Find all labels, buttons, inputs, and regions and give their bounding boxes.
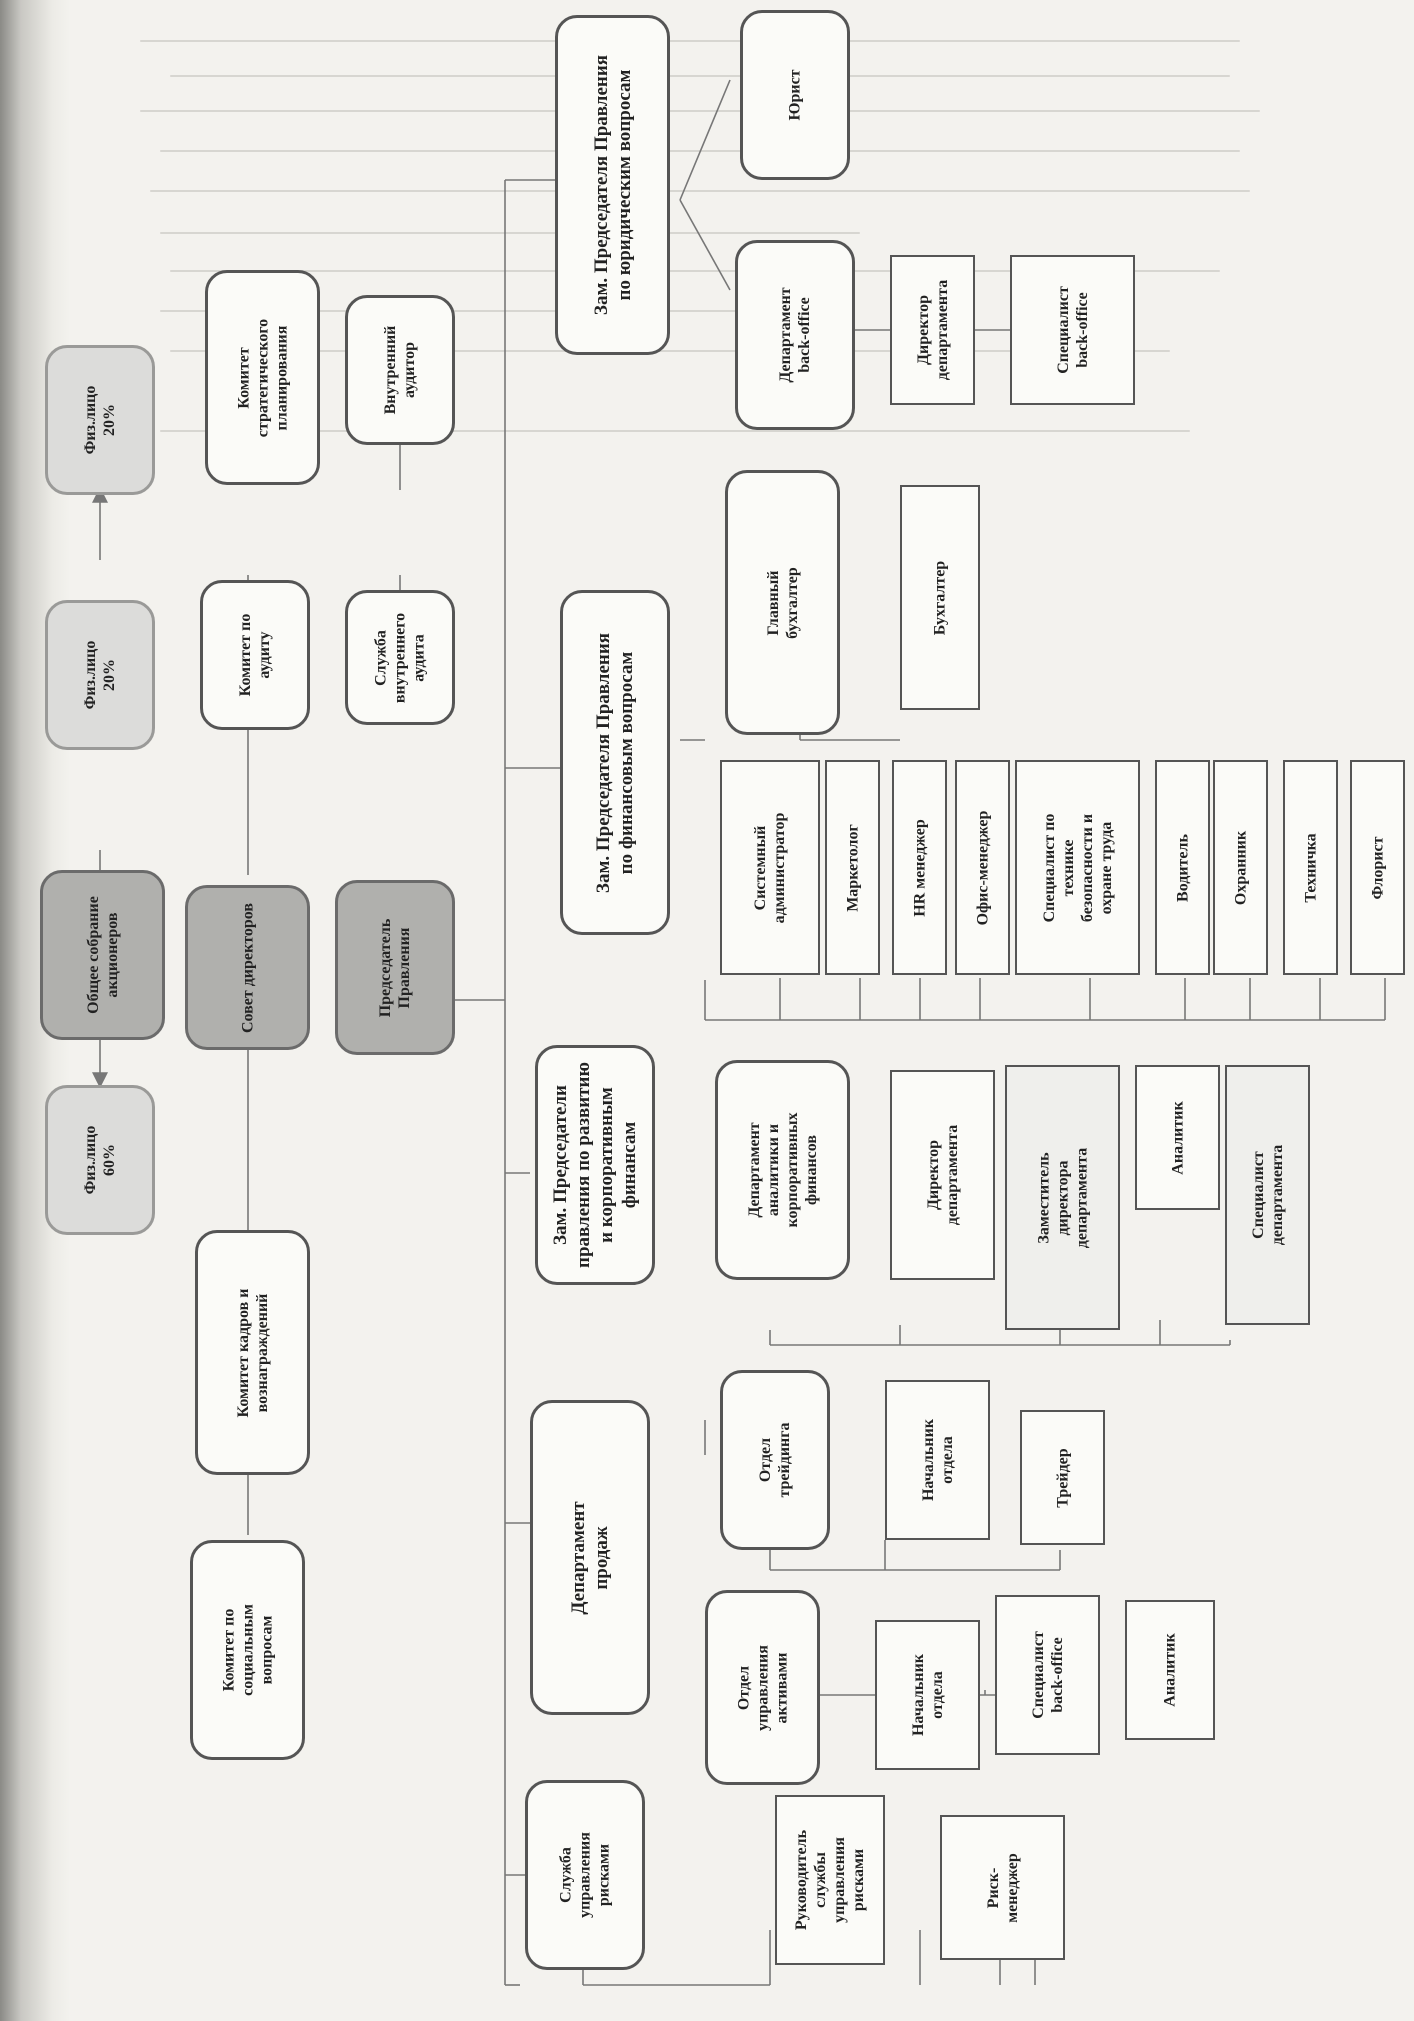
- asset-analyst-box: [1125, 1600, 1215, 1740]
- analytics-analyst-box: [1135, 1065, 1220, 1210]
- deputy-finance-box: [560, 590, 670, 935]
- hr-committee-box: [195, 1230, 310, 1475]
- shareholder-person-20-b: [45, 345, 155, 495]
- general-meeting-label: Общее собрание акционеров: [84, 896, 121, 1014]
- audit-committee-box: [200, 580, 310, 730]
- cleaner-label: Техничка: [1302, 832, 1319, 903]
- accountant-box: [900, 485, 980, 710]
- board-of-directors-box: [185, 885, 310, 1050]
- sales-department-label: Департамент продаж: [568, 1500, 612, 1615]
- strategy-committee-box: [205, 270, 320, 485]
- asset-backoffice-box: [995, 1595, 1100, 1755]
- risk-manager-label: Риск- менеджер: [984, 1852, 1021, 1923]
- risk-service-box: [525, 1780, 645, 1970]
- deputy-legal-label: Зам. Председателя Правления по юридическим вопросам: [590, 54, 635, 316]
- hr-manager-label: HR менеджер: [911, 818, 928, 917]
- analytics-specialist-box: [1225, 1065, 1310, 1325]
- deputy-development-box: [535, 1045, 655, 1285]
- trading-box: [720, 1370, 830, 1550]
- backoffice-specialist-box: [1010, 255, 1135, 405]
- guard-box: [1213, 760, 1268, 975]
- deputy-legal-box: [555, 15, 670, 355]
- backoffice-dept-box: [735, 240, 855, 430]
- internal-auditor-box: [345, 295, 455, 445]
- analytics-director-box: [890, 1070, 995, 1280]
- driver-box: [1155, 760, 1210, 975]
- chairman-box: [335, 880, 455, 1055]
- hr-manager-box: [892, 760, 947, 975]
- safety-specialist-label: Специалист по технике безопасности и охране труда: [1040, 813, 1115, 922]
- trading-head-box: [885, 1380, 990, 1540]
- driver-label: Водитель: [1174, 833, 1191, 902]
- guard-label: Охранник: [1232, 830, 1249, 905]
- shareholder-person-60: [45, 1085, 155, 1235]
- audit-committee-label: Комитет по аудиту: [237, 613, 273, 697]
- board-of-directors-label: Совет директоров: [239, 902, 256, 1033]
- trader-label: Трейдер: [1054, 1447, 1071, 1508]
- risk-head-label: Руководитель службы управления рисками: [793, 1829, 867, 1931]
- analytics-deputy-label: Заместитель директора департамента: [1035, 1147, 1090, 1248]
- risk-service-label: Служба управления рисками: [557, 1832, 613, 1918]
- sales-department-box: [530, 1400, 650, 1715]
- analytics-specialist-label: Специалист департамента: [1249, 1144, 1286, 1246]
- marketer-box: [825, 760, 880, 975]
- asset-head-box: [875, 1620, 980, 1770]
- lawyer-label: Юрист: [786, 69, 804, 121]
- asset-head-label: Начальник отдела: [909, 1653, 946, 1737]
- florist-box: [1350, 760, 1405, 975]
- shareholder-person-20-b-label: Физ.лицо 20%: [82, 385, 118, 455]
- backoffice-director-label: Директор департамента: [914, 279, 951, 381]
- office-manager-box: [955, 760, 1010, 975]
- safety-specialist-box: [1015, 760, 1140, 975]
- backoffice-specialist-label: Специалист back-office: [1054, 286, 1091, 374]
- sysadmin-box: [720, 760, 820, 975]
- accountant-label: Бухгалтер: [931, 560, 949, 635]
- shareholder-person-20-a: [45, 600, 155, 750]
- trading-label: Отдел трейдинга: [757, 1422, 793, 1498]
- asset-backoffice-label: Специалист back-office: [1029, 1631, 1066, 1719]
- lawyer-box: [740, 10, 850, 180]
- asset-management-label: Отдел управления активами: [735, 1644, 790, 1731]
- shareholder-person-20-a-label: Физ.лицо 20%: [82, 640, 118, 710]
- general-meeting-box: [40, 870, 165, 1040]
- internal-auditor-label: Внутренний аудитор: [382, 325, 418, 415]
- analytics-analyst-label: Аналитик: [1169, 1100, 1186, 1175]
- asset-analyst-label: Аналитик: [1161, 1633, 1179, 1707]
- cleaner-box: [1283, 760, 1338, 975]
- hr-committee-label: Комитет кадров и вознаграждений: [234, 1288, 271, 1417]
- analytics-dept-label: Департамент аналитики и корпоративных финансов: [745, 1112, 820, 1228]
- deputy-development-label: Зам. Председатели правления по развитию и корпоративным финансам: [550, 1062, 640, 1268]
- internal-audit-service-box: [345, 590, 455, 725]
- social-committee-label: Комитет по социальным вопросам: [220, 1604, 275, 1696]
- florist-label: Флорист: [1369, 836, 1386, 899]
- shareholder-person-60-label: Физ.лицо 60%: [82, 1125, 118, 1195]
- trading-head-label: Начальник отдела: [919, 1418, 956, 1502]
- backoffice-director-box: [890, 255, 975, 405]
- chief-accountant-label: Главный бухгалтер: [764, 566, 801, 639]
- social-committee-box: [190, 1540, 305, 1760]
- deputy-finance-label: Зам. Председателя Правления по финансовым вопросам: [593, 632, 637, 893]
- sysadmin-label: Системный администратор: [752, 812, 788, 923]
- marketer-label: Маркетолог: [844, 823, 861, 912]
- asset-management-box: [705, 1590, 820, 1785]
- internal-audit-service-label: Служба внутреннего аудита: [372, 612, 428, 703]
- chief-accountant-box: [725, 470, 840, 735]
- risk-manager-box: [940, 1815, 1065, 1960]
- analytics-dept-box: [715, 1060, 850, 1280]
- risk-head-box: [775, 1795, 885, 1965]
- analytics-deputy-box: [1005, 1065, 1120, 1330]
- trader-box: [1020, 1410, 1105, 1545]
- analytics-director-label: Директор департамента: [924, 1124, 961, 1226]
- office-manager-label: Офис-менеджер: [974, 810, 991, 925]
- backoffice-dept-label: Департамент back-office: [777, 287, 813, 383]
- strategy-committee-label: Комитет стратегического планирования: [235, 318, 290, 437]
- chairman-label: Председатель Правления: [377, 918, 413, 1017]
